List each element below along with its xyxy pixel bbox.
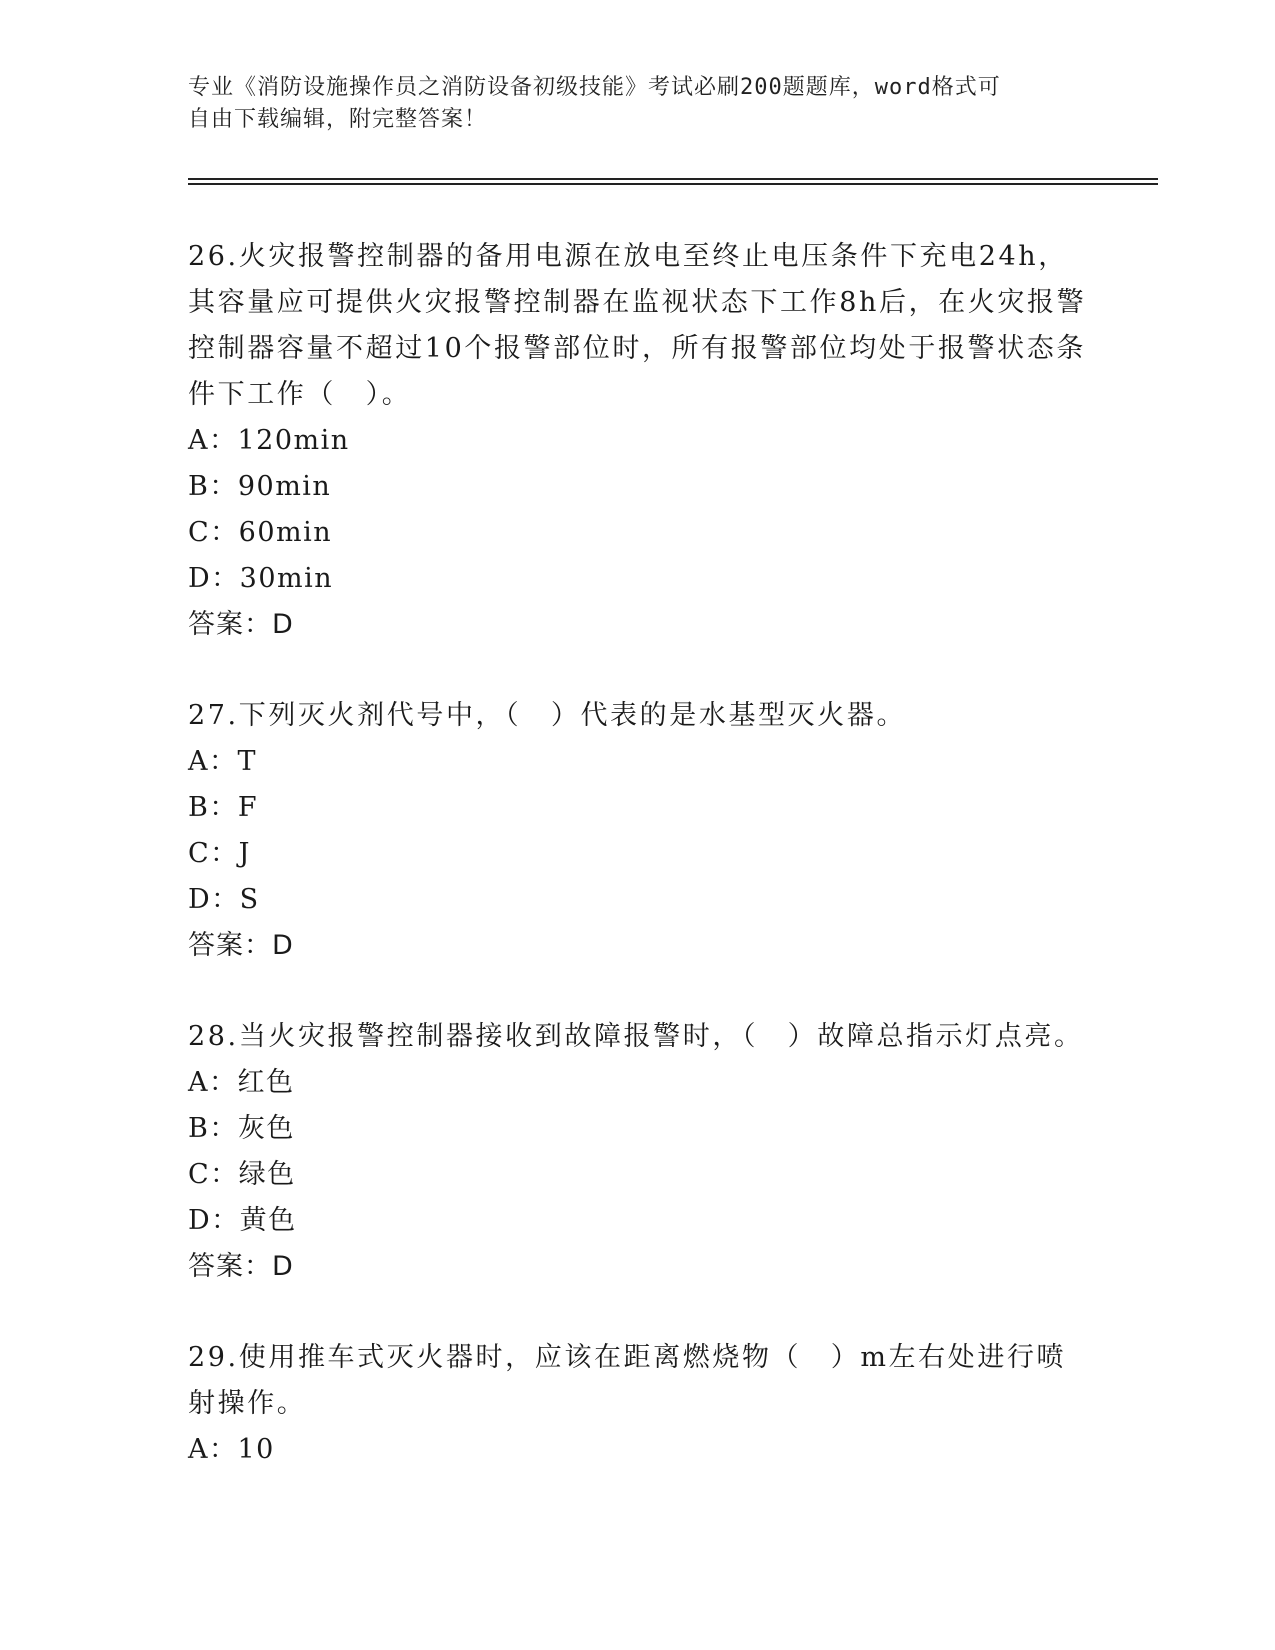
question-text: 29.使用推车式灭火器时，应该在距离燃烧物（ ）m左右处进行喷射操作。 [188,1342,1067,1419]
question-27 [188,693,1088,969]
option-a: A：T [188,746,258,777]
option-d: D：黄色 [188,1205,297,1236]
header-divider-top [188,178,1158,180]
option-a: A：120min [188,425,350,456]
option-b: B：F [188,792,259,823]
answer: 答案：D [188,1251,294,1282]
header-divider-bottom [188,183,1158,185]
header-line-1: 专业《消防设施操作员之消防设备初级技能》考试必刷200题题库，word格式可 [188,75,1001,100]
option-b: B：90min [188,471,332,502]
option-a: A：10 [188,1434,275,1465]
option-c: C：60min [188,517,333,548]
question-26 [188,234,1088,648]
question-text: 27.下列灭火剂代号中，（ ）代表的是水基型灭火器。 [188,700,907,731]
answer: 答案：D [188,930,294,961]
question-list [188,234,1088,1518]
option-b: B：灰色 [188,1113,295,1144]
answer: 答案：D [188,609,294,640]
option-d: D：30min [188,563,334,594]
option-c: C：J [188,838,251,869]
document-header [188,72,1068,136]
question-28 [188,1014,1088,1290]
question-text: 28.当火灾报警控制器接收到故障报警时，（ ）故障总指示灯点亮。 [188,1021,1084,1052]
option-d: D：S [188,884,260,915]
question-29 [188,1335,1088,1473]
question-text: 26.火灾报警控制器的备用电源在放电至终止电压条件下充电24h，其容量应可提供火灾报警控制器在监视状态下工作8h后，在火灾报警控制器容量不超过10个报警部位时，所有报警部位均处于报警状态条件下工作（ ）。 [188,241,1087,410]
header-line-2: 自由下载编辑，附完整答案！ [188,107,488,132]
option-c: C：绿色 [188,1159,296,1190]
option-a: A：红色 [188,1067,295,1098]
